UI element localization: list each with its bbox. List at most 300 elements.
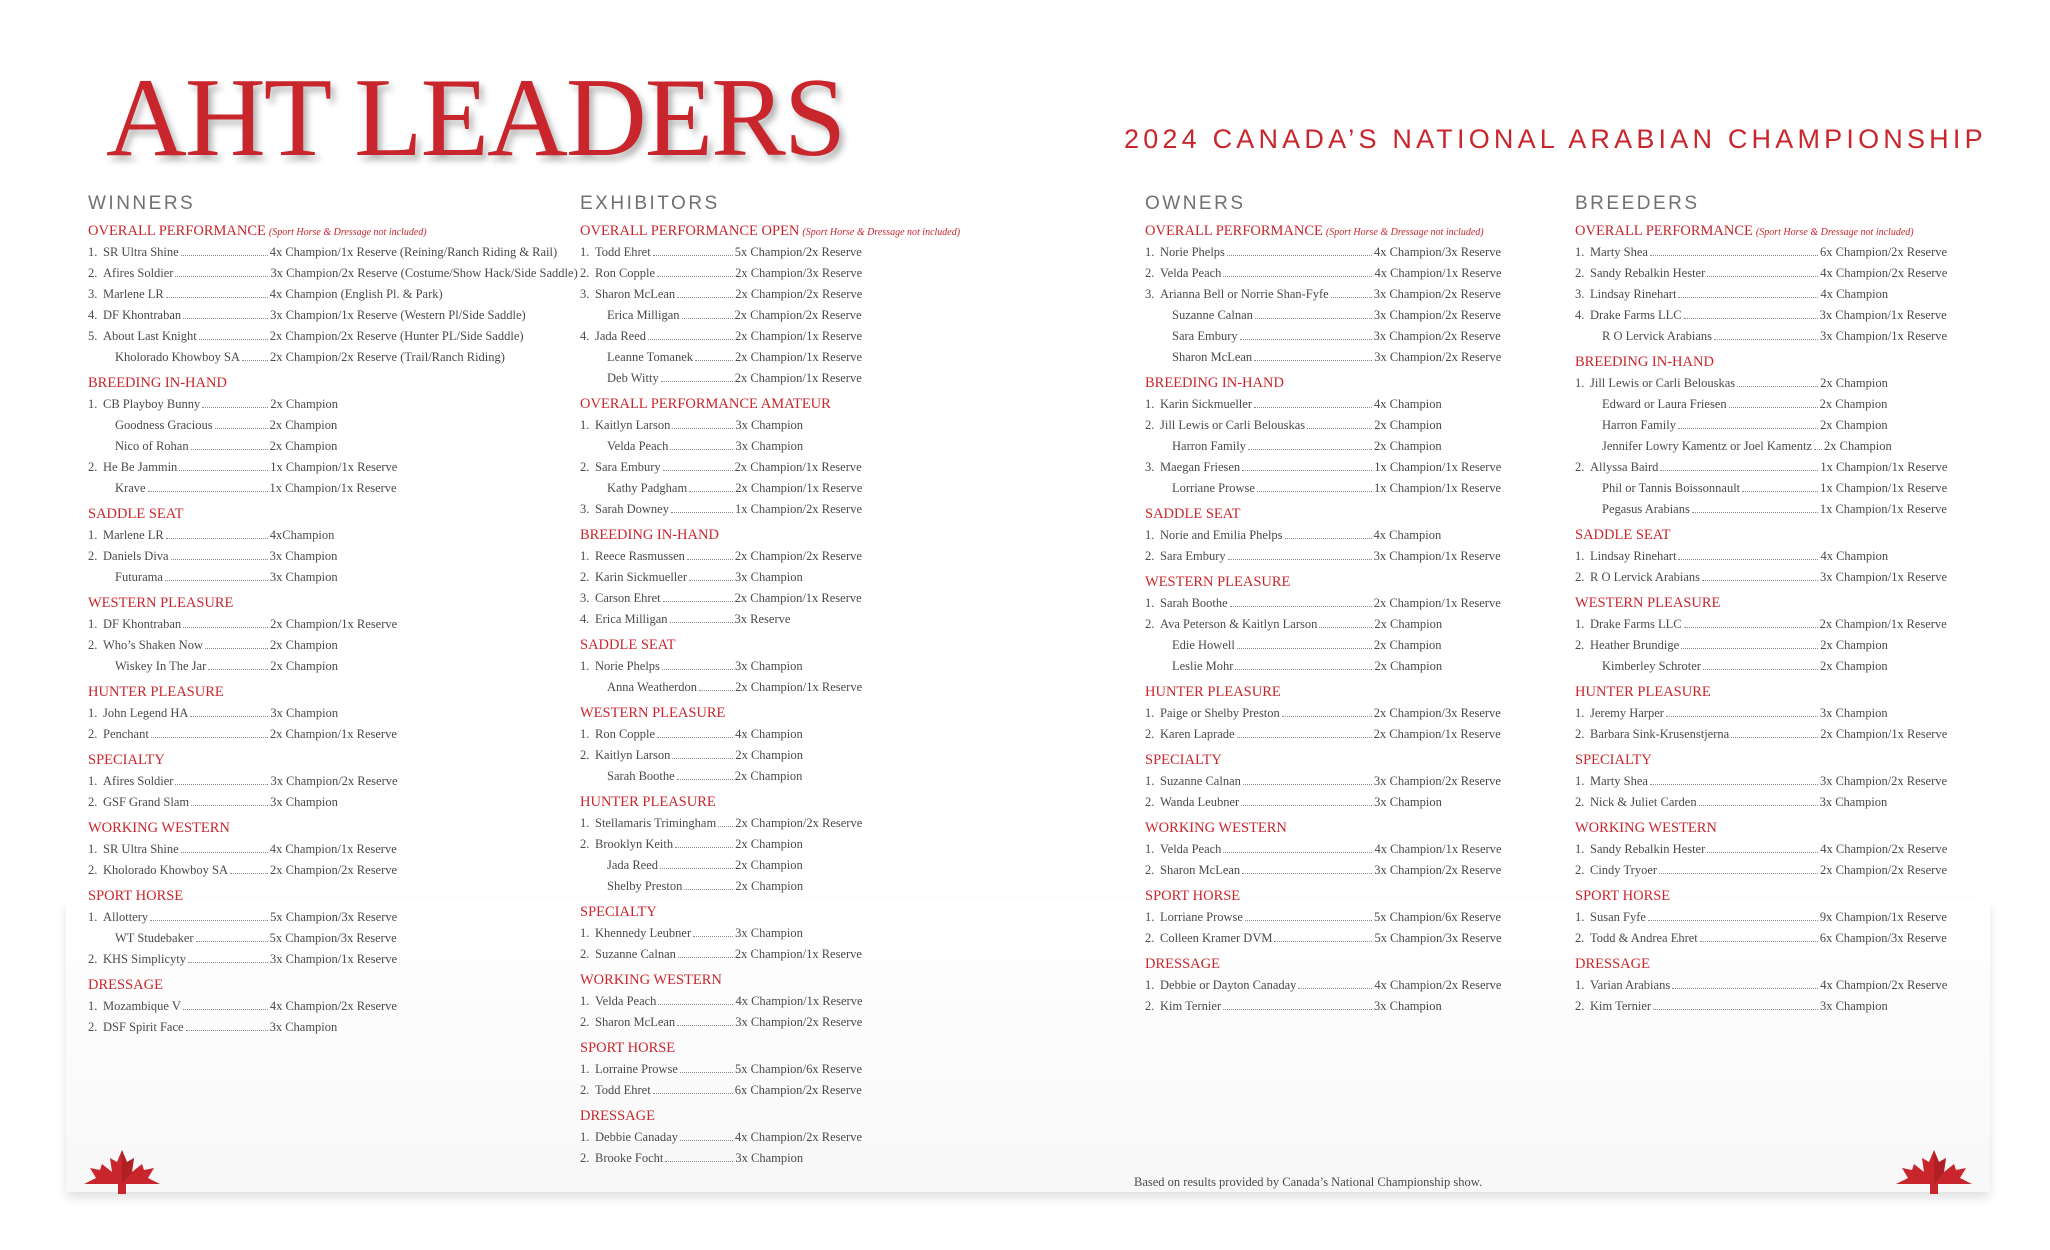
entry-result: 4x Champion/1x Reserve (269, 842, 397, 856)
dot-leader (191, 436, 268, 450)
dot-leader (718, 813, 733, 827)
dot-leader (657, 263, 733, 277)
entry-rank: 1. (88, 245, 98, 259)
entry-rank: 3. (580, 502, 590, 516)
entry-rank: 1. (1145, 596, 1155, 610)
dot-leader (199, 326, 268, 340)
leader-entry (1145, 415, 1502, 436)
category-section (1145, 886, 1502, 949)
entry-result: 2x Champion/1x Reserve (1819, 617, 1947, 631)
category-title (1575, 750, 1947, 771)
category-title (580, 1106, 960, 1127)
entry-rank (1575, 394, 1590, 415)
category-section (580, 902, 960, 965)
dot-leader (1282, 703, 1372, 717)
category-title (1575, 352, 1947, 373)
entry-name: CB Playboy Bunny (103, 397, 201, 411)
category-section (1575, 750, 1947, 813)
entry-name: Norie Phelps (1160, 245, 1225, 259)
leader-entry (580, 609, 960, 630)
category-section (88, 221, 578, 368)
entry-result: 2x Champion (1820, 376, 1888, 390)
entry-result: 3x Champion (1820, 999, 1888, 1013)
leader-entry (1575, 703, 1947, 724)
entry-result: 2x Champion (270, 638, 338, 652)
entry-rank (580, 305, 595, 326)
column-breeders (1575, 192, 1947, 1017)
entry-rank (88, 478, 103, 499)
entry-name: Susan Fyfe (1590, 910, 1646, 924)
entry-rank (580, 766, 595, 787)
dot-leader (208, 656, 268, 670)
leader-entry (88, 635, 578, 656)
entry-rank: 1. (580, 994, 590, 1008)
entry-result: 2x Champion/2x Reserve (735, 287, 863, 301)
leader-entry (1575, 656, 1947, 677)
category-section (1575, 221, 1947, 347)
entry-result: 2x Champion/1x Reserve (734, 460, 862, 474)
leader-entry (1575, 457, 1947, 478)
dot-leader (196, 928, 268, 942)
dot-leader (1331, 284, 1372, 298)
entry-result: 2x Champion/1x Reserve (735, 481, 863, 495)
entry-name: Suzanne Calnan (1172, 308, 1253, 322)
entry-name: Marlene LR (103, 287, 164, 301)
dot-leader (1692, 499, 1818, 513)
leader-entry (88, 436, 578, 457)
entry-name: Velda Peach (607, 439, 669, 453)
leader-entry (580, 813, 960, 834)
entry-result: 9x Champion/1x Reserve (1819, 910, 1947, 924)
category-title (580, 221, 960, 242)
entry-rank: 2. (1575, 931, 1585, 945)
entry-result: 1x Champion/2x Reserve (734, 502, 863, 516)
category-title-text: WORKING WESTERN (1145, 820, 1287, 836)
entry-name: GSF Grand Slam (103, 795, 190, 809)
category-title (580, 1038, 960, 1059)
entry-name: Barbara Sink-Krusenstjerna (1590, 727, 1730, 741)
entry-name: Jill Lewis or Carli Belouskas (1590, 376, 1736, 390)
dot-leader (186, 1017, 268, 1031)
entry-name: Ava Peterson & Kaitlyn Larson (1160, 617, 1318, 631)
dot-leader (680, 1127, 733, 1141)
leader-entry (88, 860, 578, 881)
dot-leader (663, 588, 733, 602)
dot-leader (1678, 415, 1818, 429)
dot-leader (181, 242, 268, 256)
entry-name: Sharon McLean (595, 1015, 676, 1029)
entry-name: Pegasus Arabians (1602, 502, 1690, 516)
entry-result: 4x Champion/2x Reserve (1820, 842, 1948, 856)
maple-leaf-icon (1894, 1148, 1974, 1194)
category-section (580, 792, 960, 897)
entry-name: Jada Reed (607, 858, 659, 872)
leader-entry (580, 415, 960, 436)
entry-name: Suzanne Calnan (1160, 774, 1241, 788)
dot-leader (1248, 436, 1372, 450)
category-note: (Sport Horse & Dressage not included) (802, 227, 961, 238)
entry-result: 3x Champion (734, 659, 803, 673)
entry-name: Maegan Friesen (1160, 460, 1241, 474)
leader-entry (88, 567, 578, 588)
entry-rank: 1. (88, 999, 98, 1013)
entry-name: Kaitlyn Larson (595, 748, 671, 762)
leader-entry (88, 839, 578, 860)
dot-leader (699, 677, 733, 691)
category-title-text: DRESSAGE (88, 977, 163, 993)
entry-name: Wiskey In The Jar (115, 659, 207, 673)
entry-name: Todd & Andrea Ehret (1590, 931, 1698, 945)
entry-name: Jill Lewis or Carli Belouskas (1160, 418, 1306, 432)
category-title-text: OVERALL PERFORMANCE AMATEUR (580, 396, 831, 412)
entry-rank: 1. (88, 528, 98, 542)
entry-result: 1x Champion/1x Reserve (1819, 502, 1947, 516)
category-title-text: BREEDING IN-HAND (580, 527, 719, 543)
category-title (1145, 504, 1502, 525)
entry-rank: 1. (1145, 978, 1155, 992)
entry-rank: 1. (88, 397, 98, 411)
dot-leader (150, 907, 268, 921)
entry-rank: 2. (1575, 999, 1585, 1013)
dot-leader (1699, 792, 1818, 806)
category-title-text: SPECIALTY (1145, 752, 1222, 768)
entry-name: Velda Peach (1160, 266, 1222, 280)
dot-leader (188, 949, 268, 963)
category-section (580, 1038, 960, 1101)
entry-rank (580, 478, 595, 499)
leader-entry (1575, 284, 1947, 305)
entry-result: 2x Champion (1819, 659, 1888, 673)
category-section (88, 886, 578, 970)
leader-entry (1575, 567, 1947, 588)
entry-result: 2x Champion/2x Reserve (734, 308, 862, 322)
leader-entry (580, 478, 960, 499)
entry-result: 2x Champion/1x Reserve (735, 680, 863, 694)
entry-rank: 1. (1145, 910, 1155, 924)
dot-leader (166, 525, 268, 539)
dot-leader (1241, 792, 1372, 806)
entry-result: 5x Champion/3x Reserve (270, 910, 398, 924)
dot-leader (1684, 614, 1818, 628)
category-title (1575, 525, 1947, 546)
leader-entry (580, 457, 960, 478)
dot-leader (1684, 305, 1818, 319)
dot-leader (1650, 771, 1818, 785)
category-section (580, 525, 960, 630)
leader-entry (1145, 305, 1502, 326)
dot-leader (1678, 284, 1818, 298)
leader-entry (88, 263, 578, 284)
category-title-text: DRESSAGE (1575, 956, 1650, 972)
entry-result: 3x Champion (1819, 795, 1888, 809)
entry-rank: 1. (1575, 549, 1585, 563)
entry-name: Karin Sickmueller (1160, 397, 1252, 411)
leader-entry (1575, 263, 1947, 284)
entry-name: Jeremy Harper (1590, 706, 1664, 720)
entry-result: 2x Champion/2x Reserve (270, 863, 398, 877)
dot-leader (1659, 860, 1818, 874)
entry-result: 3x Champion (735, 926, 803, 940)
entry-rank: 2. (580, 570, 590, 584)
entry-rank: 2. (1575, 570, 1585, 584)
entry-rank (1575, 656, 1590, 677)
entry-result: 3x Champion/2x Reserve (735, 1015, 863, 1029)
category-title (1575, 818, 1947, 839)
dot-leader (1672, 975, 1818, 989)
category-title (88, 221, 578, 242)
category-section (580, 970, 960, 1033)
entry-name: Daniels Diva (103, 549, 169, 563)
entry-name: Reece Rasmussen (595, 549, 685, 563)
entry-rank: 2. (580, 1083, 590, 1097)
entry-name: John Legend HA (103, 706, 189, 720)
leader-entry (88, 1017, 578, 1038)
entry-rank (88, 415, 103, 436)
entry-name: KHS Simplicyty (103, 952, 186, 966)
dot-leader (1255, 305, 1372, 319)
dot-leader (687, 546, 733, 560)
leader-entry (1575, 928, 1947, 949)
entry-result: 4x Champion/1x Reserve (1374, 266, 1502, 280)
entry-name: About Last Knight (103, 329, 197, 343)
leader-entry (1575, 305, 1947, 326)
entry-name: R O Lervick Arabians (1590, 570, 1701, 584)
category-title (580, 635, 960, 656)
entry-result: 3x Champion/2x Reserve (1374, 863, 1502, 877)
category-title (88, 750, 578, 771)
entry-result: 3x Champion/1x Reserve (1820, 570, 1948, 584)
entry-result: 2x Champion/1x Reserve (734, 947, 862, 961)
entry-rank: 2. (88, 1020, 98, 1034)
leader-entry (88, 949, 578, 970)
dot-leader (675, 834, 733, 848)
entry-result: 2x Champion (270, 659, 338, 673)
dot-leader (677, 1012, 733, 1026)
leader-entry (1575, 860, 1947, 881)
category-title-text: HUNTER PLEASURE (1575, 684, 1711, 700)
leader-entry (580, 991, 960, 1012)
category-title-text: HUNTER PLEASURE (1145, 684, 1281, 700)
entry-result: 5x Champion/6x Reserve (734, 1062, 863, 1076)
entry-result: 1x Champion/1x Reserve (1374, 460, 1502, 474)
entry-name: Marty Shea (1590, 774, 1648, 788)
entry-result: 4x Champion (English Pl. & Park) (269, 287, 443, 301)
category-section (1575, 525, 1947, 588)
leader-entry (88, 792, 578, 813)
leader-entry (88, 907, 578, 928)
leader-entry (580, 499, 960, 520)
category-title-text: OVERALL PERFORMANCE (88, 223, 266, 239)
leader-entry (1575, 415, 1947, 436)
dot-leader (661, 368, 733, 382)
category-section (88, 593, 578, 677)
entry-result: 3x Champion (735, 418, 804, 432)
entry-name: Kim Ternier (1590, 999, 1652, 1013)
category-title (1145, 221, 1502, 242)
entry-name: Kimberley Schroter (1602, 659, 1701, 673)
entry-name: Todd Ehret (595, 1083, 651, 1097)
entry-name: Debbie or Dayton Canaday (1160, 978, 1297, 992)
entry-rank: 1. (580, 418, 590, 432)
entry-rank: 2. (1145, 863, 1155, 877)
entry-name: Krave (115, 481, 146, 495)
entry-rank (1575, 415, 1590, 436)
dot-leader (682, 305, 733, 319)
entry-rank: 1. (88, 910, 98, 924)
category-title-text: WESTERN PLEASURE (88, 595, 234, 611)
leader-entry (580, 436, 960, 457)
entry-rank: 1. (88, 842, 98, 856)
entry-name: Velda Peach (1160, 842, 1222, 856)
entry-result: 3x Champion/2x Reserve (1819, 774, 1948, 788)
entry-result: 4x Champion/2x Reserve (734, 1130, 863, 1144)
category-section (88, 750, 578, 813)
leader-entry (1145, 703, 1502, 724)
entry-result: 3x Champion/2x Reserve (1373, 329, 1501, 343)
entry-name: Allottery (103, 910, 149, 924)
entry-rank: 2. (1145, 617, 1155, 631)
leader-entry (88, 703, 578, 724)
entry-name: Deb Witty (607, 371, 659, 385)
dot-leader (1742, 478, 1818, 492)
category-title-text: HUNTER PLEASURE (580, 794, 716, 810)
dot-leader (1650, 242, 1818, 256)
leader-entry (580, 1148, 960, 1169)
dot-leader (1660, 457, 1818, 471)
dot-leader (1285, 525, 1372, 539)
entry-name: Leanne Tomanek (607, 350, 694, 364)
entry-result: 3x Champion (735, 570, 803, 584)
entry-rank: 2. (88, 727, 98, 741)
footnote: Based on results provided by Canada’s National Championship show. (1134, 1175, 1483, 1189)
category-title-text: SPORT HORSE (88, 888, 184, 904)
leader-entry (1575, 242, 1947, 263)
entry-result: 5x Champion/6x Reserve (1373, 910, 1502, 924)
dot-leader (1254, 347, 1372, 361)
entry-rank: 1. (1575, 774, 1585, 788)
entry-result: 2x Champion/1x Reserve (1373, 596, 1501, 610)
leader-entry (1575, 907, 1947, 928)
leader-entry (88, 928, 578, 949)
entry-result: 2x Champion/1x Reserve (1820, 727, 1948, 741)
entry-rank (88, 347, 103, 368)
entry-name: SR Ultra Shine (103, 842, 179, 856)
entry-result: 3x Champion (1374, 795, 1442, 809)
entry-name: Who’s Shaken Now (103, 638, 203, 652)
dot-leader (183, 614, 268, 628)
category-section (1575, 886, 1947, 949)
entry-name: Carson Ehret (595, 591, 661, 605)
entry-result: 3x Champion (1819, 706, 1888, 720)
leader-entry (1145, 792, 1502, 813)
dot-leader (1729, 394, 1818, 408)
entry-result: 1x Champion/1x Reserve (1373, 481, 1502, 495)
leader-entry (580, 944, 960, 965)
entry-rank (580, 855, 595, 876)
category-section (88, 373, 578, 499)
entry-result: 1x Champion/1x Reserve (270, 460, 398, 474)
dot-leader (677, 766, 733, 780)
entry-name: DSF Spirit Face (103, 1020, 184, 1034)
leader-entry (1575, 771, 1947, 792)
entry-name: Marlene LR (103, 528, 164, 542)
entry-rank: 2. (1575, 266, 1585, 280)
category-title (1145, 750, 1502, 771)
entry-rank: 1. (1145, 774, 1155, 788)
entry-name: Lindsay Rinehart (1590, 287, 1677, 301)
leader-entry (88, 415, 578, 436)
dot-leader (1681, 635, 1818, 649)
leader-entry (88, 242, 578, 263)
entry-name: Edward or Laura Friesen (1602, 397, 1727, 411)
entry-rank: 2. (1575, 727, 1585, 741)
entry-rank (1145, 347, 1160, 368)
category-title (580, 902, 960, 923)
entry-rank: 2. (1575, 460, 1585, 474)
leader-entry (580, 724, 960, 745)
entry-result: 3x Champion/2x Reserve (270, 774, 398, 788)
category-title-text: DRESSAGE (1145, 956, 1220, 972)
leader-entry (1145, 839, 1502, 860)
entry-result: 2x Champion (735, 748, 804, 762)
category-section (1145, 682, 1502, 745)
leader-entry (1145, 457, 1502, 478)
entry-result: 6x Champion/3x Reserve (1819, 931, 1947, 945)
dot-leader (670, 436, 733, 450)
category-section (1575, 593, 1947, 677)
entry-rank: 4. (1575, 308, 1585, 322)
entry-result: 3x Champion/1x Reserve (270, 952, 398, 966)
leader-entry (580, 588, 960, 609)
entry-rank: 2. (1575, 863, 1585, 877)
column-heading: EXHIBITORS (580, 193, 720, 214)
category-title-text: BREEDING IN-HAND (1575, 354, 1714, 370)
dot-leader (1227, 242, 1372, 256)
category-note: (Sport Horse & Dressage not included) (1755, 227, 1914, 238)
category-title (88, 504, 578, 525)
entry-result: 5x Champion/2x Reserve (734, 245, 862, 259)
entry-result: 2x Champion/1x Reserve (734, 591, 862, 605)
category-title-text: SADDLE SEAT (1145, 506, 1241, 522)
entry-name: Lorraine Prowse (595, 1062, 678, 1076)
category-title (1145, 818, 1502, 839)
entry-result: 2x Champion (735, 879, 804, 893)
leader-entry (1145, 635, 1502, 656)
maple-leaf-icon (82, 1148, 162, 1194)
category-title-text: HUNTER PLEASURE (88, 684, 224, 700)
entry-result: 3x Champion (270, 706, 339, 720)
entry-result: 4x Champion (1374, 397, 1442, 411)
entry-name: Sarah Boothe (1160, 596, 1228, 610)
entry-rank (1145, 656, 1160, 677)
dot-leader (1814, 436, 1822, 450)
leader-entry (88, 771, 578, 792)
entry-name: Sharon McLean (1172, 350, 1253, 364)
dot-leader (1235, 656, 1372, 670)
leader-entry (88, 478, 578, 499)
category-title (88, 593, 578, 614)
entry-name: Colleen Kramer DVM (1160, 931, 1273, 945)
entry-name: Paige or Shelby Preston (1160, 706, 1280, 720)
entry-name: Erica Milligan (595, 612, 668, 626)
category-section (1575, 954, 1947, 1017)
entry-rank: 4. (580, 612, 590, 626)
entry-result: 3x Champion/2x Reserve (1373, 774, 1501, 788)
entry-name: Harron Family (1602, 418, 1676, 432)
entry-result: 3x Champion (1374, 999, 1442, 1013)
entry-result: 2x Champion/1x Reserve (1373, 727, 1501, 741)
entry-result: 3x Reserve (734, 612, 791, 626)
